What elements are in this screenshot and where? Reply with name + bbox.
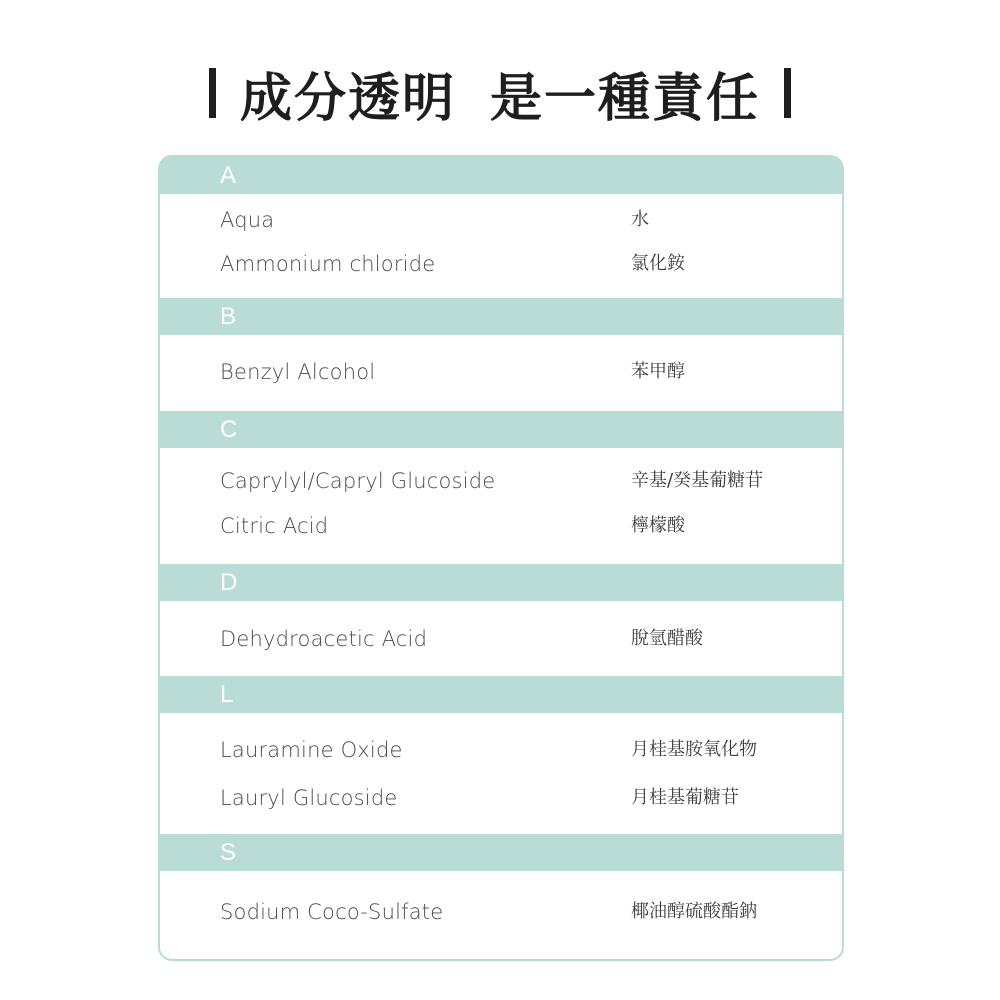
ingredient-en: Citric Acid: [220, 514, 329, 538]
section-letter: A: [220, 162, 237, 189]
ingredient-zh: 月桂基胺氧化物: [631, 739, 757, 760]
section-letter: D: [220, 569, 238, 596]
ingredient-row: [160, 249, 842, 279]
ingredient-en: Ammonium chloride: [220, 252, 436, 276]
ingredient-en: Lauramine Oxide: [220, 738, 403, 762]
ingredient-zh: 脫氫醋酸: [631, 628, 703, 649]
ingredient-row: [160, 357, 842, 387]
ingredient-row: [160, 624, 842, 654]
section-header-s: [160, 834, 842, 871]
ingredient-zh: 苯甲醇: [631, 361, 685, 382]
title-text-1: 成分透明: [239, 68, 456, 129]
ingredient-row: [160, 205, 842, 235]
ingredient-row: [160, 466, 842, 496]
ingredient-en: Sodium Coco-Sulfate: [220, 900, 444, 924]
section-letter: L: [220, 681, 234, 708]
title-text-2: 是一種責任: [490, 68, 761, 129]
ingredient-en: Benzyl Alcohol: [220, 360, 376, 384]
title-bar-left: [209, 68, 216, 118]
page-title: [0, 58, 1000, 128]
section-letter: C: [220, 416, 238, 443]
ingredient-row: [160, 783, 842, 813]
section-letter: B: [220, 303, 237, 330]
ingredient-en: Caprylyl/Capryl Glucoside: [220, 469, 496, 493]
section-header-a: [160, 157, 842, 194]
section-header-c: [160, 411, 842, 448]
ingredient-en: Aqua: [220, 208, 275, 232]
ingredient-zh: 椰油醇硫酸酯鈉: [631, 901, 757, 922]
ingredient-zh: 檸檬酸: [631, 515, 685, 536]
ingredient-table: [158, 155, 844, 961]
section-header-l: [160, 676, 842, 713]
ingredient-zh: 辛基/癸基葡糖苷: [631, 470, 764, 491]
section-letter: S: [220, 839, 237, 866]
ingredient-zh: 氯化銨: [631, 253, 685, 274]
ingredient-en: Lauryl Glucoside: [220, 786, 398, 810]
ingredient-zh: 月桂基葡糖苷: [631, 787, 739, 808]
title-bar-right: [784, 68, 791, 118]
ingredient-zh: 水: [631, 209, 649, 230]
ingredient-row: [160, 897, 842, 927]
section-header-b: [160, 298, 842, 335]
ingredient-en: Dehydroacetic Acid: [220, 627, 428, 651]
ingredient-row: [160, 511, 842, 541]
section-header-d: [160, 564, 842, 601]
ingredient-row: [160, 735, 842, 765]
